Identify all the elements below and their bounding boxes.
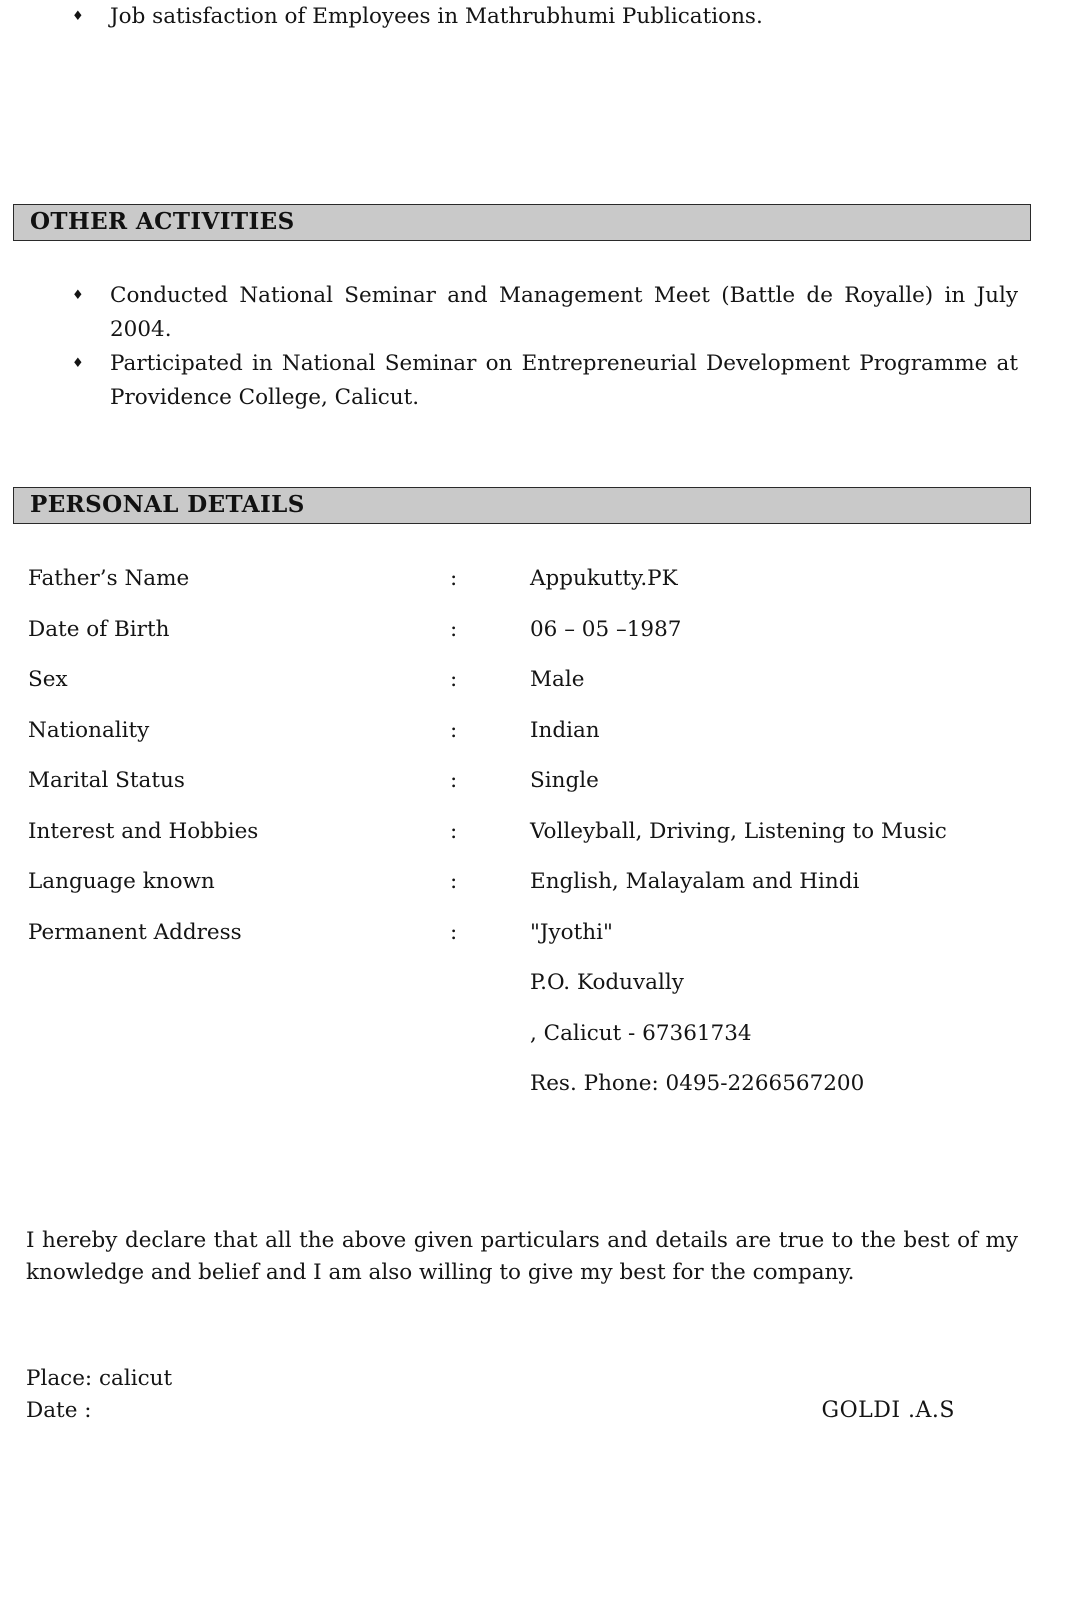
detail-value: English, Malayalam and Hindi bbox=[530, 869, 860, 894]
list-item bbox=[72, 0, 1018, 34]
detail-colon: : bbox=[450, 667, 458, 692]
activity-text: Participated in National Seminar on Entrepreneurial Development Programme at Providence College, Calicut. bbox=[110, 351, 1018, 410]
detail-colon: : bbox=[450, 919, 458, 945]
detail-value: Indian bbox=[530, 717, 600, 743]
detail-label bbox=[28, 1073, 450, 1095]
diamond-bullet-icon: ♦ bbox=[72, 356, 84, 371]
detail-colon: : bbox=[450, 566, 458, 591]
table-row bbox=[28, 616, 1031, 642]
detail-label: Marital Status bbox=[28, 768, 185, 793]
address-line: P.O. Koduvally bbox=[530, 970, 684, 995]
declaration-paragraph: I hereby declare that all the above given particulars and details are true to the best of my knowledge and belief and I am also willing to give my best for the company. bbox=[26, 1228, 1018, 1285]
table-row bbox=[28, 717, 1031, 743]
detail-label: Father’s Name bbox=[28, 566, 190, 591]
detail-value: "Jyothi" bbox=[530, 919, 613, 945]
detail-value: Male bbox=[530, 667, 585, 692]
footer-place-date bbox=[26, 1363, 172, 1427]
diamond-bullet-icon: ♦ bbox=[72, 288, 84, 303]
detail-colon bbox=[450, 1073, 530, 1095]
table-row bbox=[28, 1020, 1031, 1046]
table-row bbox=[28, 818, 1031, 844]
table-row bbox=[28, 972, 1031, 994]
detail-colon: : bbox=[450, 616, 458, 642]
detail-colon: : bbox=[450, 768, 458, 793]
table-row bbox=[28, 770, 1031, 792]
list-item bbox=[72, 279, 1018, 347]
detail-value: Single bbox=[530, 768, 599, 793]
detail-label bbox=[28, 972, 450, 994]
detail-label: Interest and Hobbies bbox=[28, 818, 259, 844]
table-row bbox=[28, 871, 1031, 893]
detail-colon: : bbox=[450, 717, 458, 743]
address-line: Res. Phone: 0495-2266567200 bbox=[530, 1071, 865, 1096]
table-row bbox=[28, 1073, 1031, 1095]
detail-colon: : bbox=[450, 869, 458, 894]
table-row bbox=[28, 669, 1031, 691]
detail-colon bbox=[450, 1023, 530, 1045]
diamond-bullet-icon: ♦ bbox=[72, 9, 84, 24]
section-header-other-activities: OTHER ACTIVITIES bbox=[13, 204, 1031, 241]
section-header-personal-details: PERSONAL DETAILS bbox=[13, 487, 1031, 524]
place-line: Place: calicut bbox=[26, 1366, 173, 1391]
detail-value: Volleyball, Driving, Listening to Music bbox=[530, 818, 947, 844]
project-title-text: Job satisfaction of Employees in Mathrubhumi Publications. bbox=[110, 4, 763, 29]
detail-label bbox=[28, 1023, 450, 1045]
detail-label: Nationality bbox=[28, 717, 150, 743]
date-line: Date : bbox=[26, 1398, 92, 1423]
activity-text: Conducted National Seminar and Management Meet (Battle de Royalle) in July 2004. bbox=[110, 283, 1018, 342]
other-activities-list bbox=[0, 279, 1076, 415]
table-row bbox=[28, 568, 1031, 590]
footer bbox=[26, 1363, 1031, 1427]
detail-label: Date of Birth bbox=[28, 616, 170, 642]
detail-colon: : bbox=[450, 818, 458, 844]
address-line: , Calicut - 67361734 bbox=[530, 1020, 752, 1046]
detail-value: 06 – 05 –1987 bbox=[530, 616, 682, 642]
detail-label: Language known bbox=[28, 869, 215, 894]
table-row bbox=[28, 919, 1031, 945]
detail-colon bbox=[450, 972, 530, 994]
list-item bbox=[72, 347, 1018, 415]
personal-details-table bbox=[28, 568, 1031, 1095]
detail-label: Sex bbox=[28, 667, 68, 692]
signature-name: GOLDI .A.S bbox=[821, 1398, 955, 1423]
detail-label: Permanent Address bbox=[28, 919, 242, 945]
detail-value: Appukutty.PK bbox=[530, 566, 678, 591]
